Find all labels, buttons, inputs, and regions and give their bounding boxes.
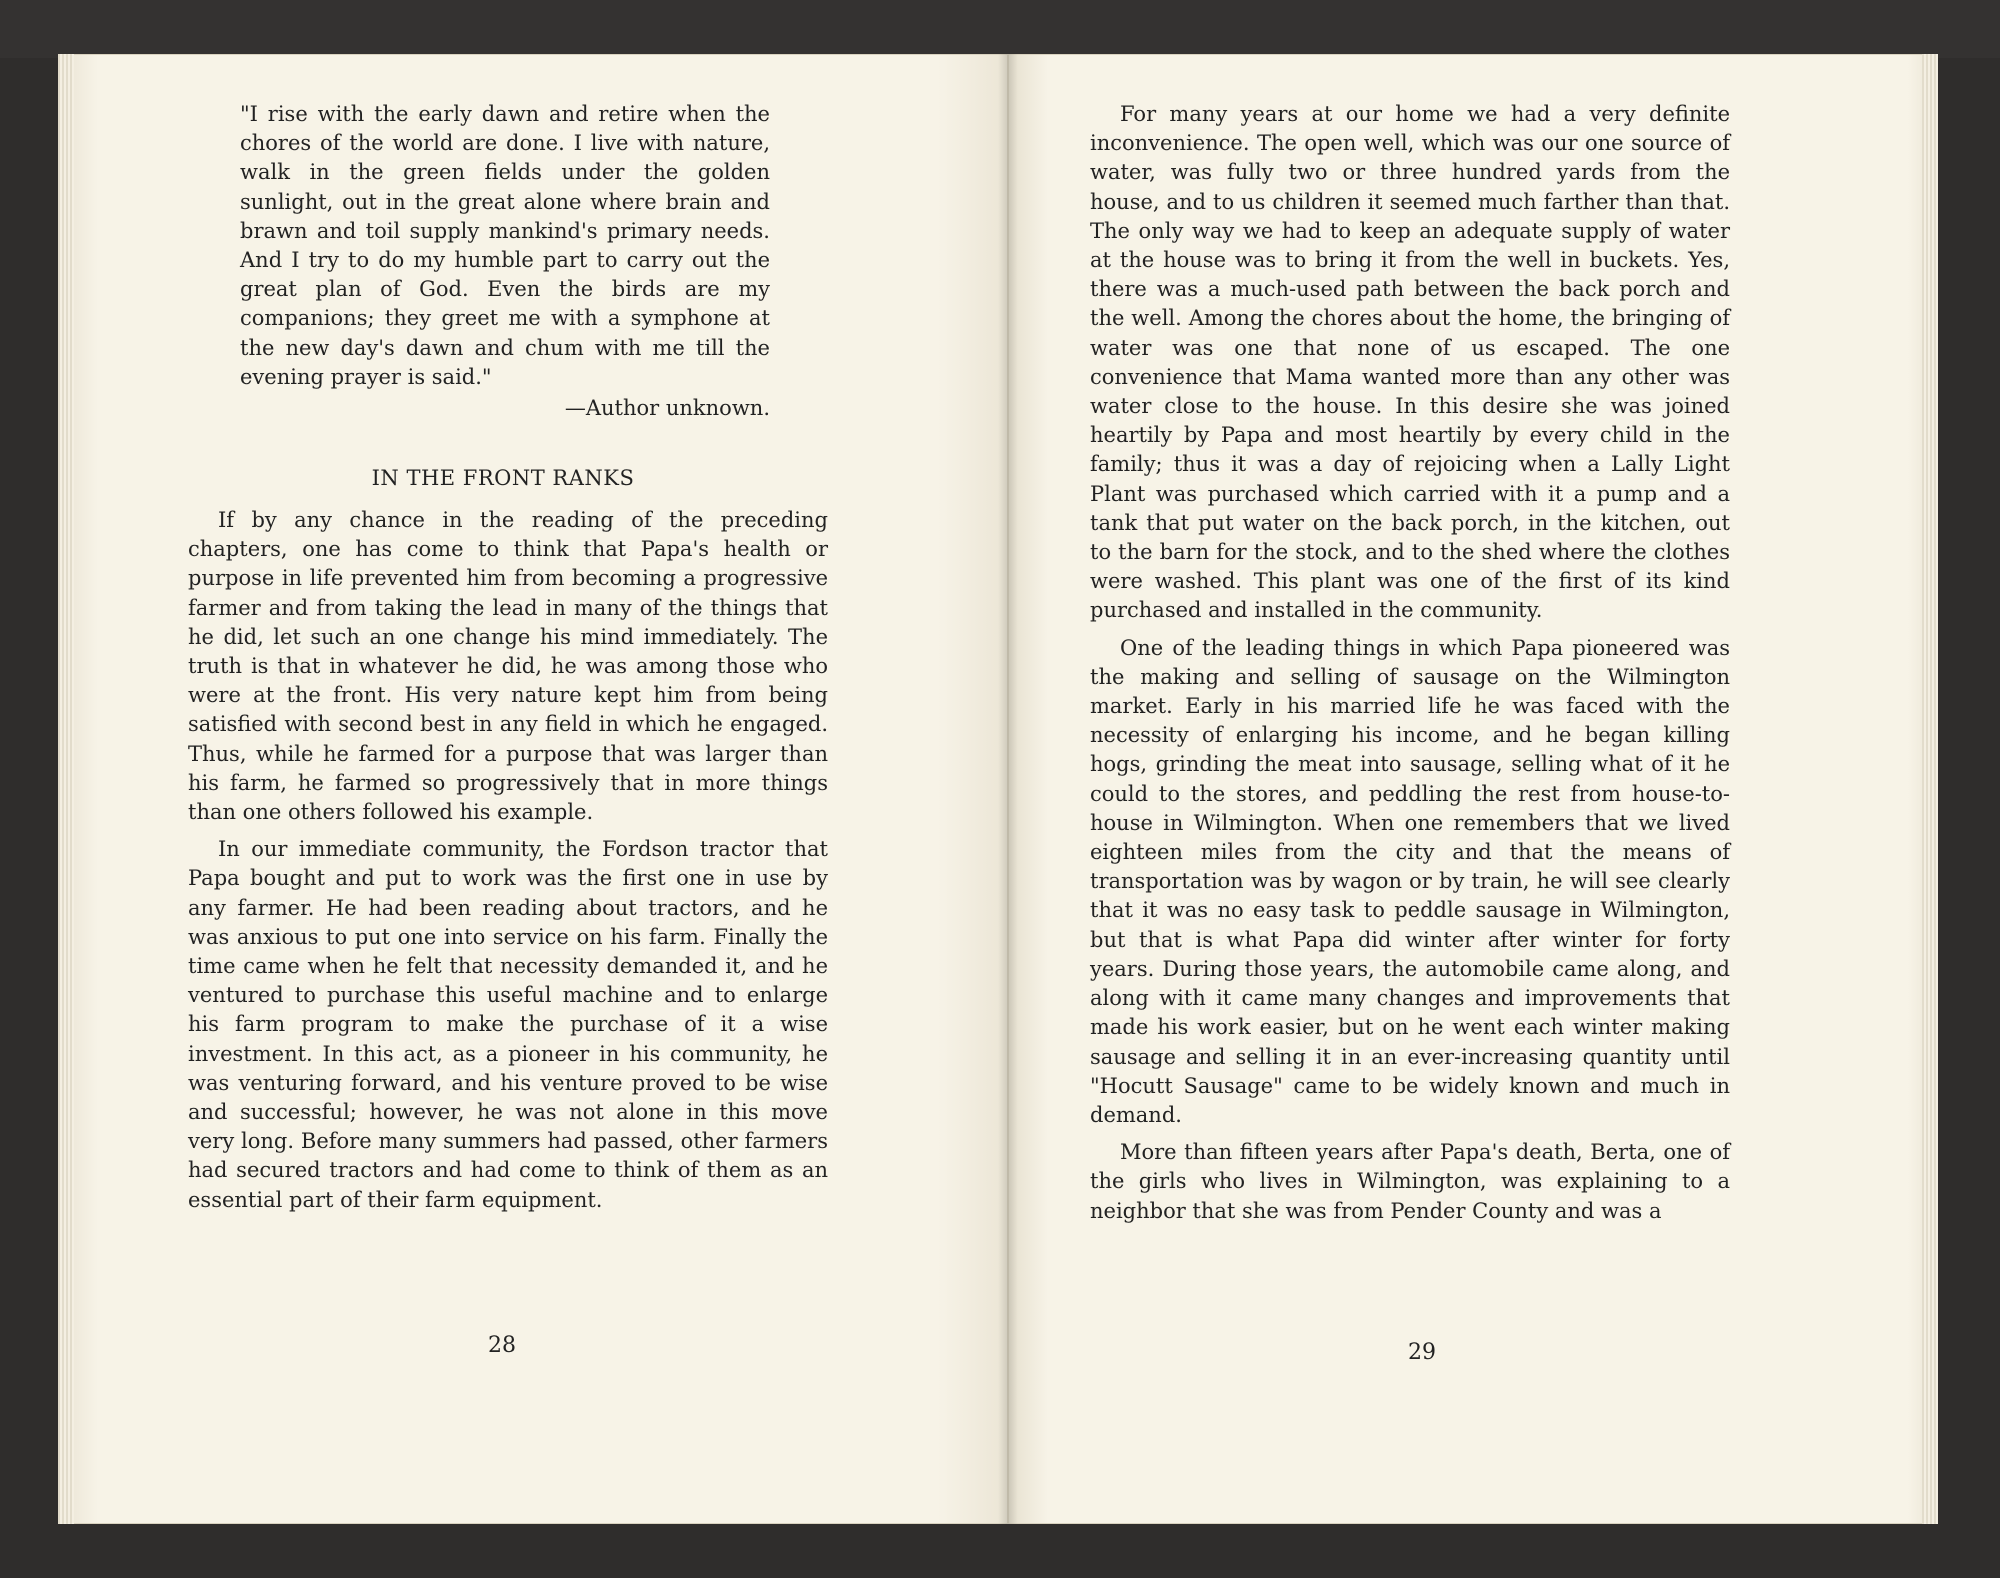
section-heading: IN THE FRONT RANKS xyxy=(371,466,635,490)
paragraph: One of the leading things in which Papa pioneered was the making and selling of sausage on the Wilmington market. Early in his married life he was faced with the necessity of enlarging his income, and he began killing hogs, grinding the meat into sausage, selling what of it he could to the stores, and peddling the rest from house-to-house in Wilmington. When one remembers that we lived eighteen miles from the city and that the means of transportation was by wagon or by train, he will see clearly that it was no easy task to peddle sausage in Wilmington, but that is what Papa did winter after winter for forty years. During those years, the automobile came along, and along with it came many changes and improvements that made his work easier, but on he went each winter making sausage and selling it in an ever-increasing quantity until "Hocutt Sausage" came to be widely known and much in demand. xyxy=(1090,635,1730,1127)
paragraph: More than fifteen years after Papa's death, Berta, one of the girls who lives in Wilmington, was explaining to a neighbor that she was from Pender County and was a xyxy=(1090,1140,1730,1223)
scan-background xyxy=(0,0,2000,58)
epigraph-quote xyxy=(240,100,770,423)
page-edges xyxy=(1922,54,1938,1524)
page-edges xyxy=(58,54,74,1524)
book-gutter xyxy=(998,54,1018,1524)
quote-attribution: —Author unknown. xyxy=(564,396,770,421)
left-page-body xyxy=(188,506,828,1215)
quote-text: "I rise with the early dawn and retire when the chores of the world are done. I live with nature, walk in the green fields under the golden sunlight, out in the great alone where brain and brawn and toil supply mankind's primary needs. And I try to do my humble part to carry out the great plan of God. Even the birds are my companions; they greet me with a symphone at the new day's dawn and chum with me till the evening prayer is said." xyxy=(240,102,770,389)
page-number-right: 29 xyxy=(1408,1340,1436,1365)
page-number-left: 28 xyxy=(488,1333,516,1358)
paragraph: For many years at our home we had a very definite inconvenience. The open well, which was our one source of water, was fully two or three hundred yards from the house, and to us children it seemed much farther than that. The only way we had to keep an adequate supply of water at the house was to bring it from the well in buckets. Yes, there was a much-used path between the back porch and the well. Among the chores about the home, the bringing of water was one that none of us escaped. The one convenience that Mama wanted more than any other was water close to the house. In this desire she was joined heartily by Papa and most heartily by every child in the family; thus it was a day of rejoicing when a Lally Light Plant was purchased which carried with it a pump and a tank that put water on the back porch, in the kitchen, out to the barn for the stock, and to the shed where the clothes were washed. This plant was one of the first of its kind purchased and installed in the community. xyxy=(1090,102,1730,623)
paragraph: In our immediate community, the Fordson tractor that Papa bought and put to work was the first one in use by any farmer. He had been reading about tractors, and he was anxious to put one into service on his farm. Finally the time came when he felt that necessity demanded it, and he ventured to purchase this useful machine and to enlarge his farm program to make the purchase of it a wise investment. In this act, as a pioneer in his community, he was venturing forward, and his venture proved to be wise and successful; however, he was not alone in this move very long. Before many summers had passed, other farmers had secured tractors and had come to think of them as an essential part of their farm equipment. xyxy=(188,837,828,1212)
right-page-body xyxy=(1090,100,1730,1226)
paragraph: If by any chance in the reading of the preceding chapters, one has come to think that Papa's health or purpose in life prevented him from becoming a progressive farmer and from taking the lead in many of the things that he did, let such an one change his mind immediately. The truth is that in whatever he did, he was among those who were at the front. His very nature kept him from being satisfied with second best in any field in which he engaged. Thus, while he farmed for a purpose that was larger than his farm, he farmed so progressively that in more things than one others followed his example. xyxy=(188,508,828,825)
